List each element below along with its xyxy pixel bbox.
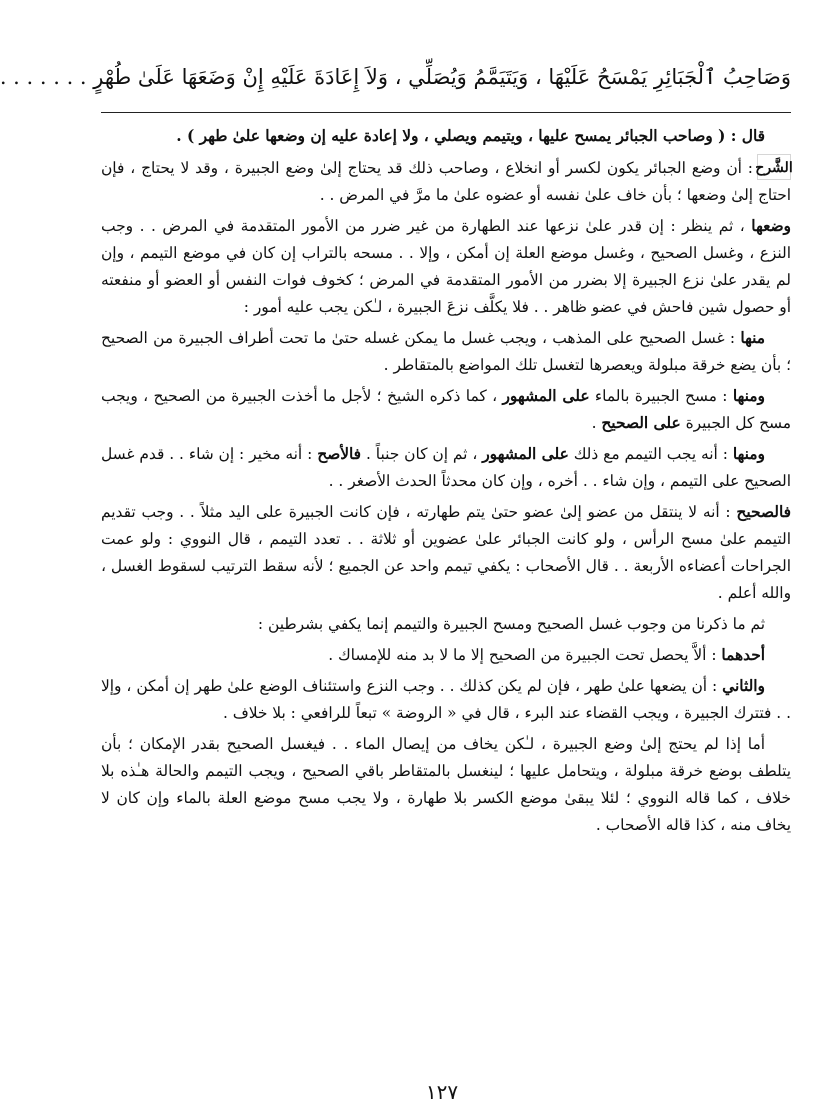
conditions-intro <box>101 611 791 638</box>
item-4-text: : أنه لا ينتقل من عضو إلىٰ عضو حتىٰ يتم طهارته ، فإن كانت الجبيرة على اليد مثلاً . . وجب تقديم التيمم علىٰ مسح الرأس ، ولو كانت الجبائر علىٰ عضوين أو ثلاثة . . تعدد التيمم ، قال النووي : ولو عمت الجراحات أعضاءه الأربعة . . قال الأصحاب : يكفي تيمم واحد عن الجميع ؛ لأنه سقط الترتيب لسقوط الغسل ، والله أعلم . <box>101 503 791 602</box>
commentary-paragraph-2 <box>101 213 791 321</box>
condition-2-lead: والثاني <box>722 677 765 695</box>
book-page <box>0 52 793 1086</box>
item-1 <box>101 325 791 379</box>
p1-text: : أن وضع الجبائر يكون لكسر أو انخلاع ، وصاحب ذلك قد يحتاج إلىٰ وضع الجبيرة ، وقد لا يحتاج ، فإن احتاج إلىٰ وضعها ؛ بأن خاف علىٰ نفسه أو عضوه علىٰ ما مرَّ في المرض . . <box>101 159 791 204</box>
item-3-text-d: فالأصح <box>317 445 362 463</box>
condition-2 <box>101 673 791 727</box>
condition-2-text: : أن يضعها علىٰ طهر ، فإن لم يكن كذلك . . وجب النزع واستئناف الوضع علىٰ طهر إن أمكن ، وإلا . . فتترك الجبيرة ، ويجب القضاء عند البرء ، قال في « الروضة » تبعاً للرافعي : بلا خلاف . <box>101 677 791 722</box>
item-4 <box>101 499 791 607</box>
condition-1 <box>101 642 791 669</box>
item-2-text-b: على المشهور <box>502 387 590 405</box>
p2-text: ، ثم ينظر : إن قدر علىٰ نزعها عند الطهارة من غير ضرر من الأمور المتقدمة في المرض . . وجب النزع ، وغسل الصحيح ، وغسل موضع العلة إن أمكن ، وإلا . . مسحه بالتراب إن كان في موضع التيمم ، وإن لم يقدر علىٰ نزع الجبيرة إلا بضرر من الأمور المتقدمة في المرض ؛ كخوف فوات النفس أو العضو أو منفعته أو حصول شين فاحش في عضو ظاهر . . فلا يكلَّف نزعَ الجبيرة ، لـٰكن يجب عليه أمور : <box>101 217 791 316</box>
last-paragraph <box>101 731 791 839</box>
item-1-lead: منها <box>740 329 765 347</box>
item-2-text-c: ، كما ذكره الشيخ ؛ لأجل ما أخذت الجبيرة من الصحيح ، ويجب مسح كل الجبيرة <box>101 387 791 432</box>
item-4-lead: فالصحيح <box>736 503 791 521</box>
condition-1-lead: أحدهما <box>721 646 765 664</box>
matn-text: وَصَاحِبُ ٱلْجَبَائِرِ يَمْسَحُ عَلَيْهَا ، وَيَتَيَمَّمُ وَيُصَلِّي ، وَلاَ إِعَادَةَ عَلَيْهِ إِنْ وَضَعَهَا عَلَىٰ طُهْرٍ . . . . . . . <box>0 65 791 89</box>
item-3-text-e: : أنه مخير : إن شاء . . قدم غسل الصحيح على التيمم ، وإن شاء . . أخره ، وإن كان محدثاً الحدث الأصغر . . <box>101 445 791 490</box>
commentary-paragraph-1 <box>101 154 791 209</box>
conditions-intro-text: ثم ما ذكرنا من وجوب غسل الصحيح ومسح الجبيرة والتيمم إنما يكفي بشرطين : <box>257 615 765 633</box>
separator-line <box>101 112 791 113</box>
qala-text: قال : ( وصاحب الجبائر يمسح عليها ، ويتيمم ويصلي ، ولا إعادة عليه إن وضعها علىٰ طهر ) . <box>176 127 765 145</box>
item-2-text-a: : مسح الجبيرة بالماء <box>594 387 728 405</box>
item-2-text-e: . <box>591 414 597 432</box>
condition-1-text: : ألاَّ يحصل تحت الجبيرة من الصحيح إلا ما لا بد منه للإمساك . <box>328 646 717 664</box>
item-2-text-d: على الصحيح <box>601 414 681 432</box>
item-3-lead: ومنها <box>732 445 765 463</box>
sharh-logo-icon <box>757 154 791 180</box>
qala-paragraph <box>101 123 791 150</box>
item-2 <box>101 383 791 437</box>
commentary <box>101 123 791 839</box>
sharh-logo-text: الشَّرح <box>755 160 793 176</box>
item-1-text: : غسل الصحيح على المذهب ، ويجب غسل ما يمكن غسله حتىٰ ما تحت أطراف الجبيرة من الصحيح ؛ بأن يضع خرقة مبلولة ويعصرها لتغسل تلك المواضع بالمتقاطر . <box>101 329 791 374</box>
last-paragraph-text: أما إذا لم يحتج إلىٰ وضع الجبيرة ، لـٰكن يخاف من إيصال الماء . . فيغسل الصحيح بقدر الإمكان ؛ بأن يتلطف بوضع خرقة مبلولة ، ويتحامل عليها ؛ لينغسل بالمتقاطر باقي الصحيح ، ويجب التيمم والحالة هـٰذه بلا خلاف ، كما قاله النووي ؛ لئلا يبقىٰ موضع الكسر بلا طهارة ، ولا يجب مسح موضع العلة بالماء وإن كان لا يخاف منه ، كذا قاله الأصحاب . <box>101 735 791 834</box>
item-2-lead: ومنها <box>732 387 765 405</box>
item-3-text-c: ، ثم إن كان جنباً . <box>365 445 478 463</box>
page-number: ١٢٧ <box>425 1080 459 1104</box>
p2-lead: وضعها <box>751 217 791 235</box>
item-3-text-b: على المشهور <box>482 445 569 463</box>
item-3-text-a: : أنه يجب التيمم مع ذلك <box>573 445 728 463</box>
item-3 <box>101 441 791 495</box>
